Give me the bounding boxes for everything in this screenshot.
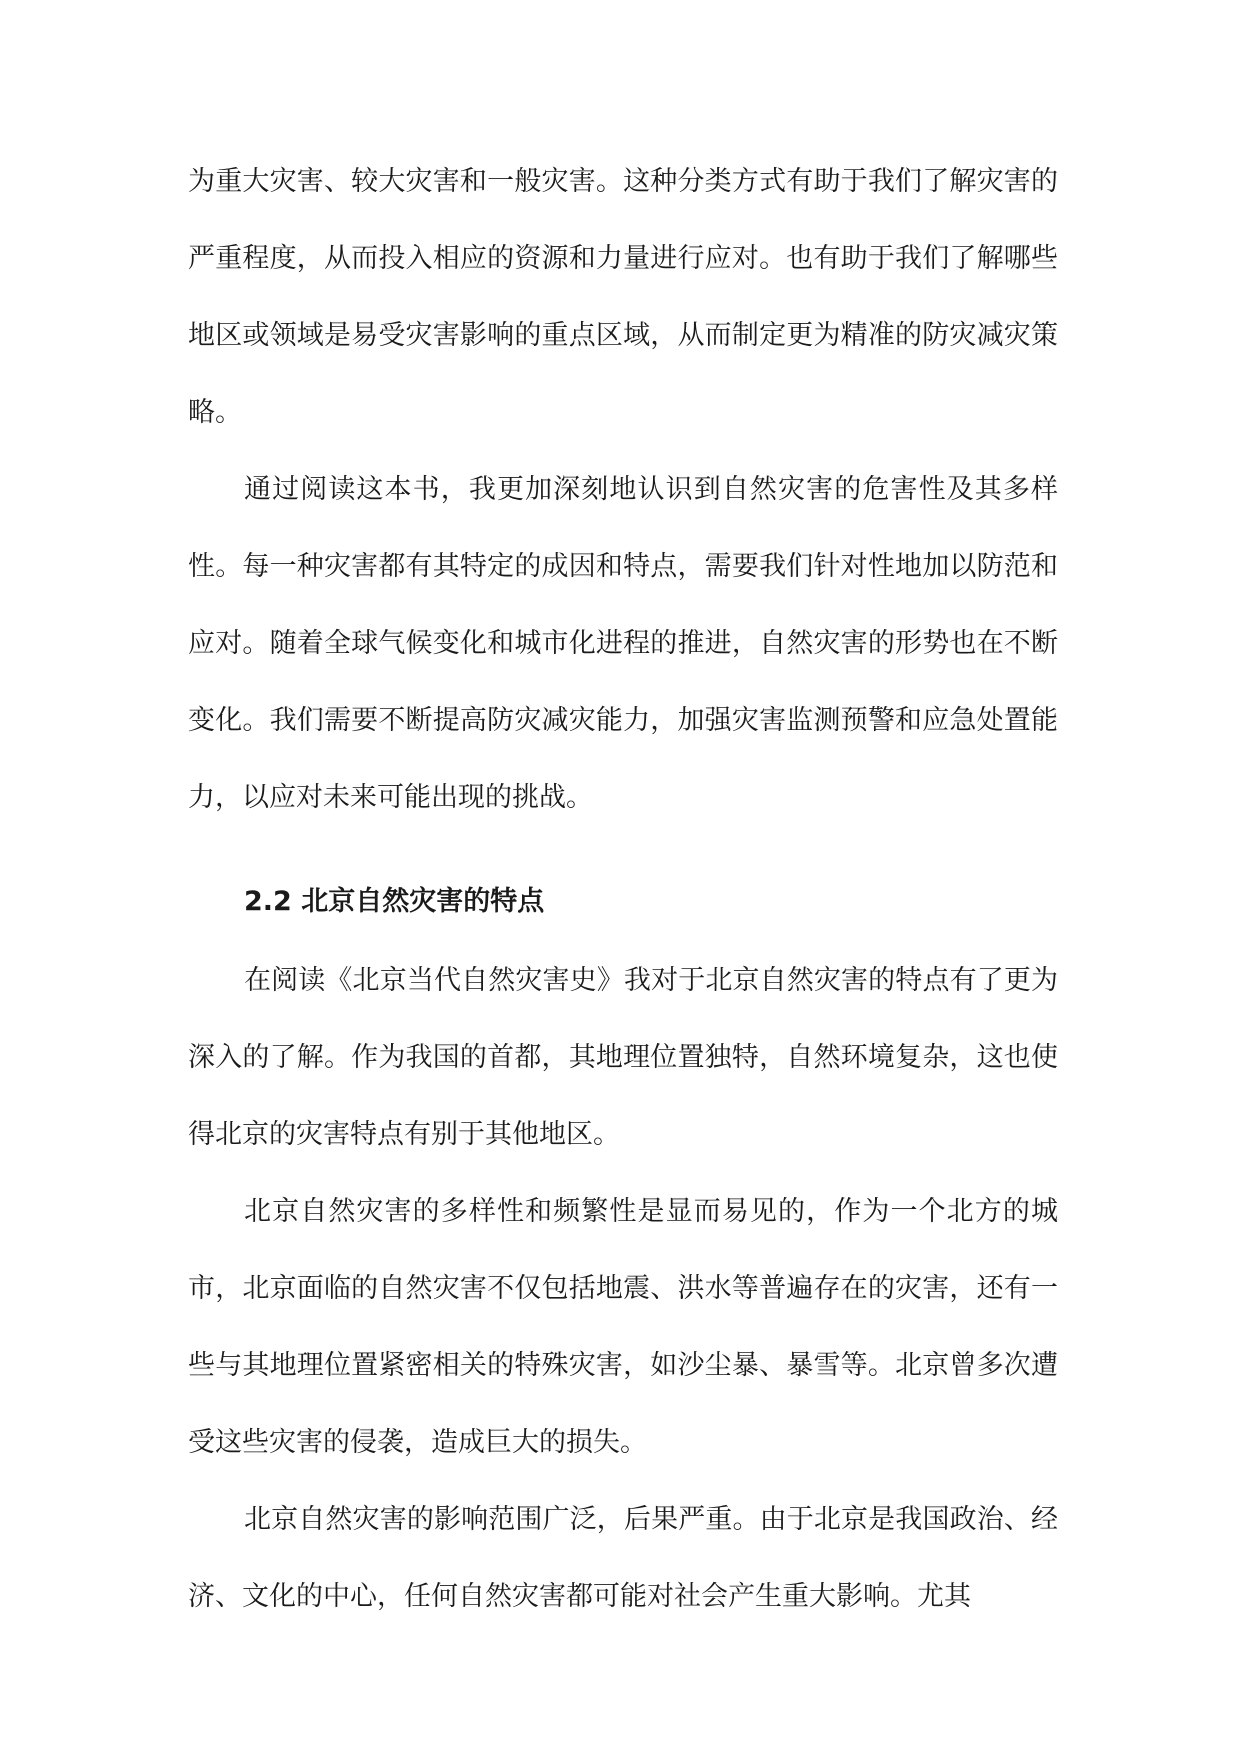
paragraph-diversity: 北京自然灾害的多样性和频繁性是显而易见的，作为一个北方的城市，北京面临的自然灾害不仅包括地震、洪水等普遍存在的灾害，还有一些与其地理位置紧密相关的特殊灾害，如沙尘暴、暴雪等。北京曾多次遭受这些灾害的侵袭，造成巨大的损失。 [188, 1196, 1058, 1458]
section-heading: 2.2 北京自然灾害的特点 [244, 886, 545, 917]
paragraph-intro: 在阅读《北京当代自然灾害史》我对于北京自然灾害的特点有了更为深入的了解。作为我国的首都，其地理位置独特，自然环境复杂，这也使得北京的灾害特点有别于其他地区。 [188, 965, 1058, 1150]
section-spacer [188, 836, 1058, 862]
paragraph-continued: 为重大灾害、较大灾害和一般灾害。这种分类方式有助于我们了解灾害的严重程度，从而投入相应的资源和力量进行应对。也有助于我们了解哪些地区或领域是易受灾害影响的重点区域，从而制定更为精准的防灾减灾策略。 [188, 166, 1058, 428]
paragraph-impact: 北京自然灾害的影响范围广泛，后果严重。由于北京是我国政治、经济、文化的中心，任何自然灾害都可能对社会产生重大影响。尤其 [188, 1504, 1058, 1612]
paragraph-reading-reflection: 通过阅读这本书，我更加深刻地认识到自然灾害的危害性及其多样性。每一种灾害都有其特定的成因和特点，需要我们针对性地加以防范和应对。随着全球气候变化和城市化进程的推进，自然灾害的形势也在不断变化。我们需要不断提高防灾减灾能力，加强灾害监测预警和应急处置能力，以应对未来可能出现的挑战。 [188, 474, 1058, 813]
document-body [188, 143, 1058, 1635]
